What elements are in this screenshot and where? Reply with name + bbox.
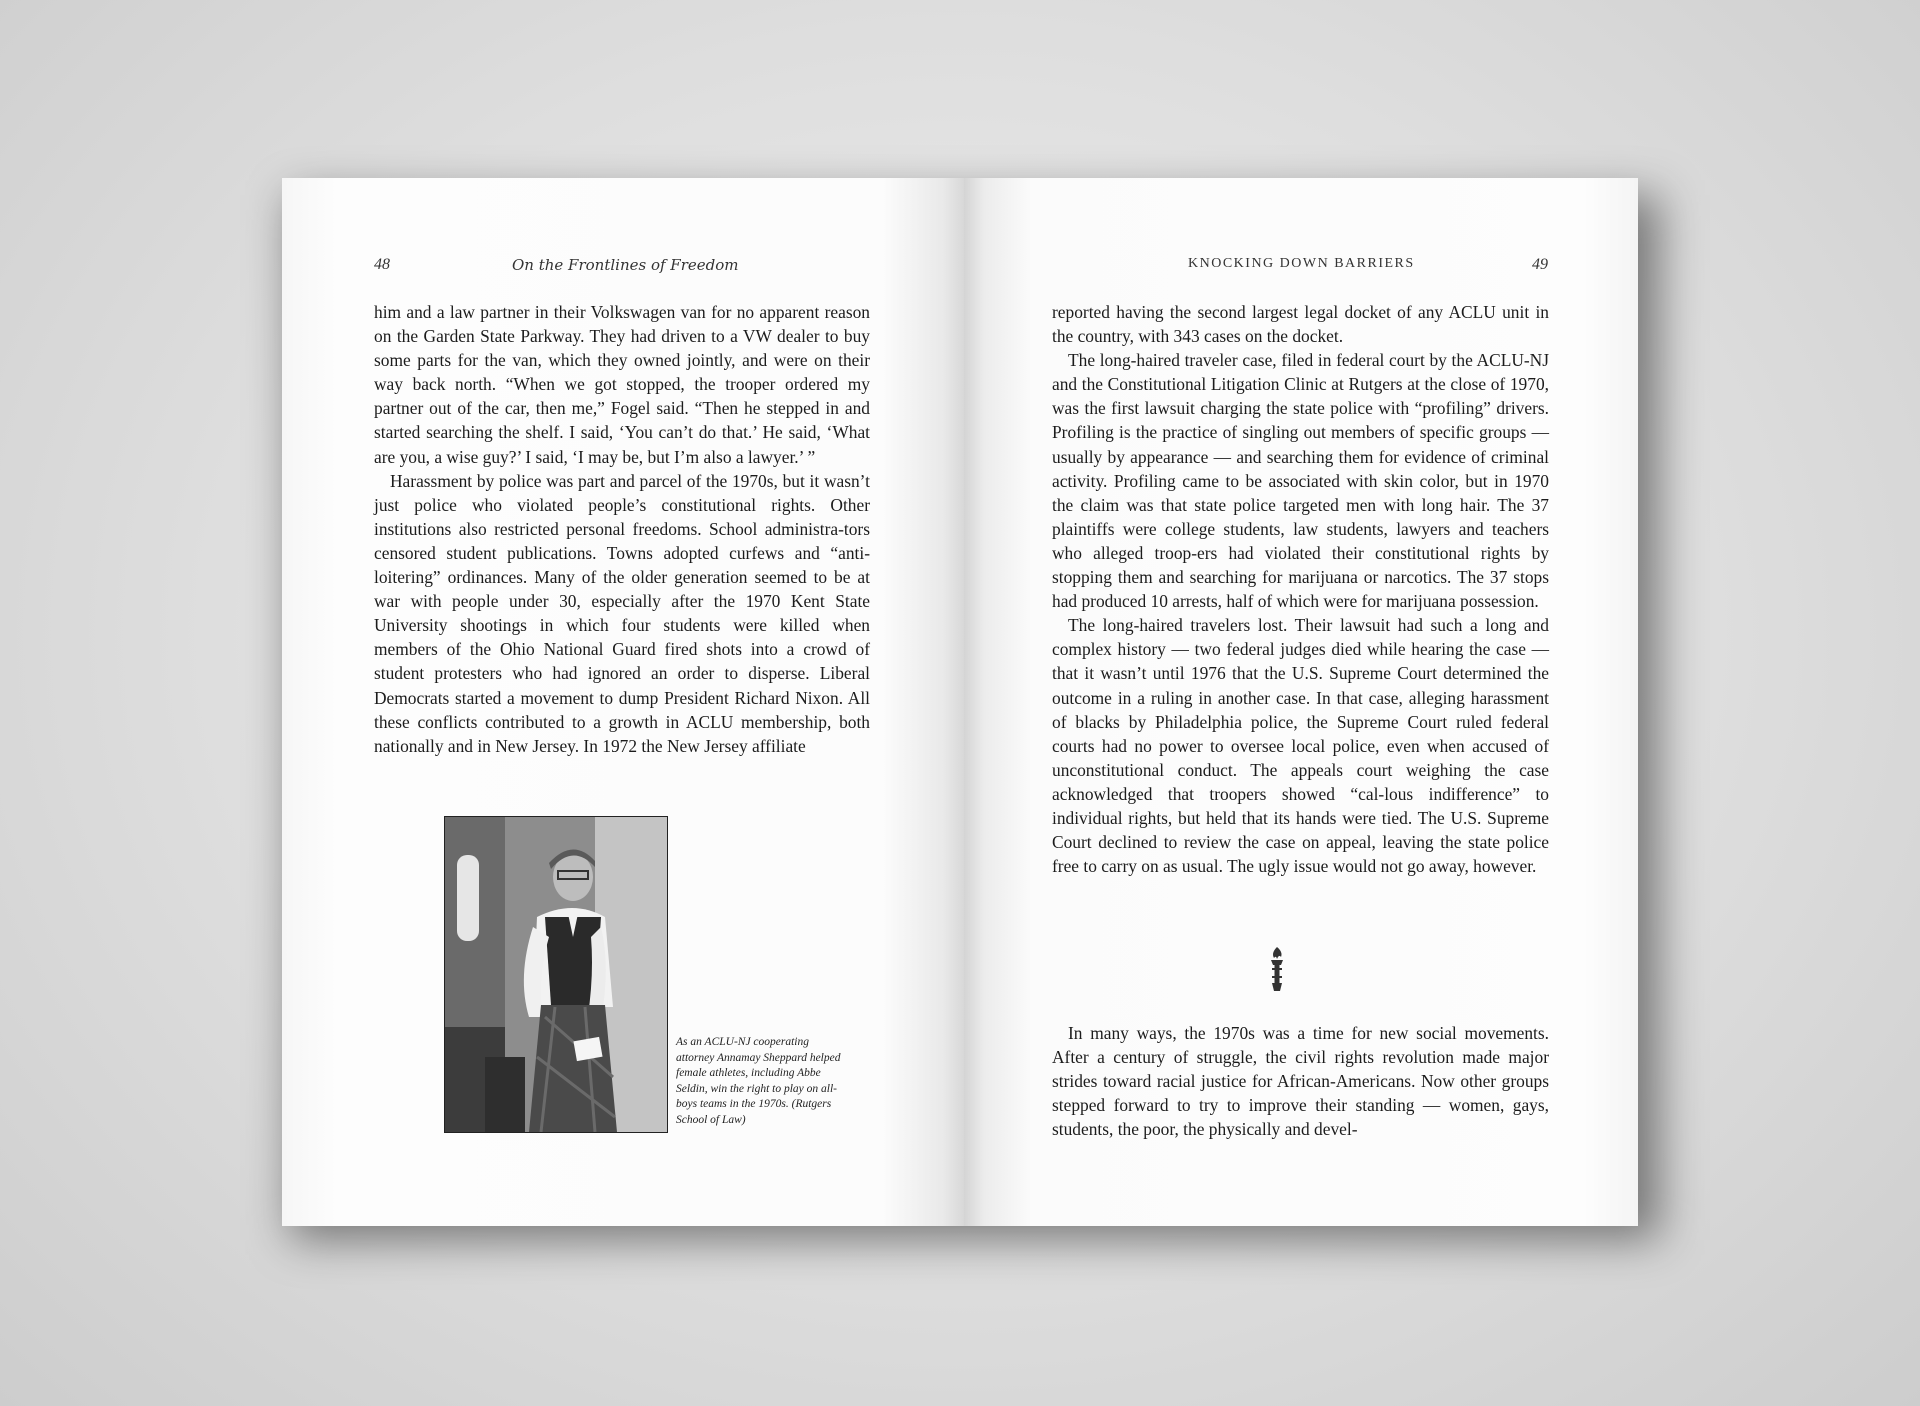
- section-text: [1052, 1021, 1549, 1141]
- paragraph: The long-haired travelers lost. Their lawsuit had such a long and complex history — two federal judges died while hearing the case — that it wasn’t until 1976 that the U.S. Supreme Court determined the outcome in a ruling in another case. In that case, alleging harassment of blacks by Philadelphia police, the Supreme Court ruled federal courts had no power to oversee local police, even when accused of unconstitutional conduct. The appeals court weighing the case acknowledged that troopers showed “cal-lous indifference” to individual rights, but held that its hands were tied. The U.S. Supreme Court declined to review the case on appeal, leaving the state police free to carry on as usual. The ugly issue would not go away, however.: [1052, 615, 1549, 877]
- right-body-text: [1052, 300, 1549, 878]
- torch-icon: [1266, 946, 1288, 997]
- paragraph: The long-haired traveler case, filed in federal court by the ACLU-NJ and the Constitutional Litigation Clinic at Rutgers at the close of 1970, was the first lawsuit charging the state police with “profiling” drivers. Profiling is the practice of singling out members of specific groups — usually by appearance — and searching them for evidence of criminal activity. Profiling came to be associated with skin color, but in 1970 the claim was that state police targeted men with long hair. The 37 plaintiffs were college students, law students, lawyers and teachers who alleged troop-ers had violated their constitutional rights by stopping them and searching for marijuana or narcotics. The 37 stops had produced 10 arrests, half of which were for marijuana possession.: [1052, 350, 1549, 612]
- paragraph: him and a law partner in their Volkswagen van for no apparent reason on the Garden State Parkway. They had driven to a VW dealer to buy some parts for the van, which they owned jointly, and were on their way back north. “When we got stopped, the trooper ordered my partner out of the car, then me,” Fogel said. “Then he stepped in and started searching the shelf. I said, ‘You can’t do that.’ He said, ‘What are you, a wise guy?’ I said, ‘I may be, but I’m also a lawyer.’ ”: [374, 302, 870, 467]
- photo-annamay-sheppard: [444, 816, 668, 1133]
- book-title-running-head: On the Frontlines of Freedom: [512, 256, 739, 274]
- left-body-text: [374, 300, 870, 758]
- left-page: [282, 178, 964, 1226]
- chapter-title-running-head: KNOCKING DOWN BARRIERS: [1188, 256, 1415, 271]
- page-number-left: 48: [374, 256, 390, 273]
- photo-caption: As an ACLU-NJ cooperating attorney Annamay Sheppard helped female athletes, including Abbe Seldin, win the right to play on all-boys teams in the 1970s. (Rutgers School of Law): [676, 1036, 841, 1126]
- paragraph: In many ways, the 1970s was a time for new social movements. After a century of struggle, the civil rights revolution made major strides toward racial justice for African-Americans. Now other groups stepped forward to try to improve their standing — women, gays, students, the poor, the physically and devel-: [1052, 1023, 1549, 1140]
- photo-illustration: [445, 817, 667, 1132]
- paragraph: Harassment by police was part and parcel of the 1970s, but it wasn’t just police who violated people’s constitutional rights. Other institutions also restricted personal freedoms. School administra-tors censored student publications. Towns adopted curfews and “anti-loitering” ordinances. Many of the older generation seemed to be at war with people under 30, especially after the 1970 Kent State University shootings in which four students were killed when members of the Ohio National Guard fired shots into a crowd of student protesters who had ignored an order to disperse. Liberal Democrats started a movement to dump President Richard Nixon. All these conflicts contributed to a growth in ACLU membership, both nationally and in New Jersey. In 1972 the New Jersey affiliate: [374, 470, 870, 756]
- right-page: [964, 178, 1638, 1226]
- paragraph: reported having the second largest legal docket of any ACLU unit in the country, with 343 cases on the docket.: [1052, 302, 1549, 347]
- page-number-right: 49: [1532, 256, 1548, 273]
